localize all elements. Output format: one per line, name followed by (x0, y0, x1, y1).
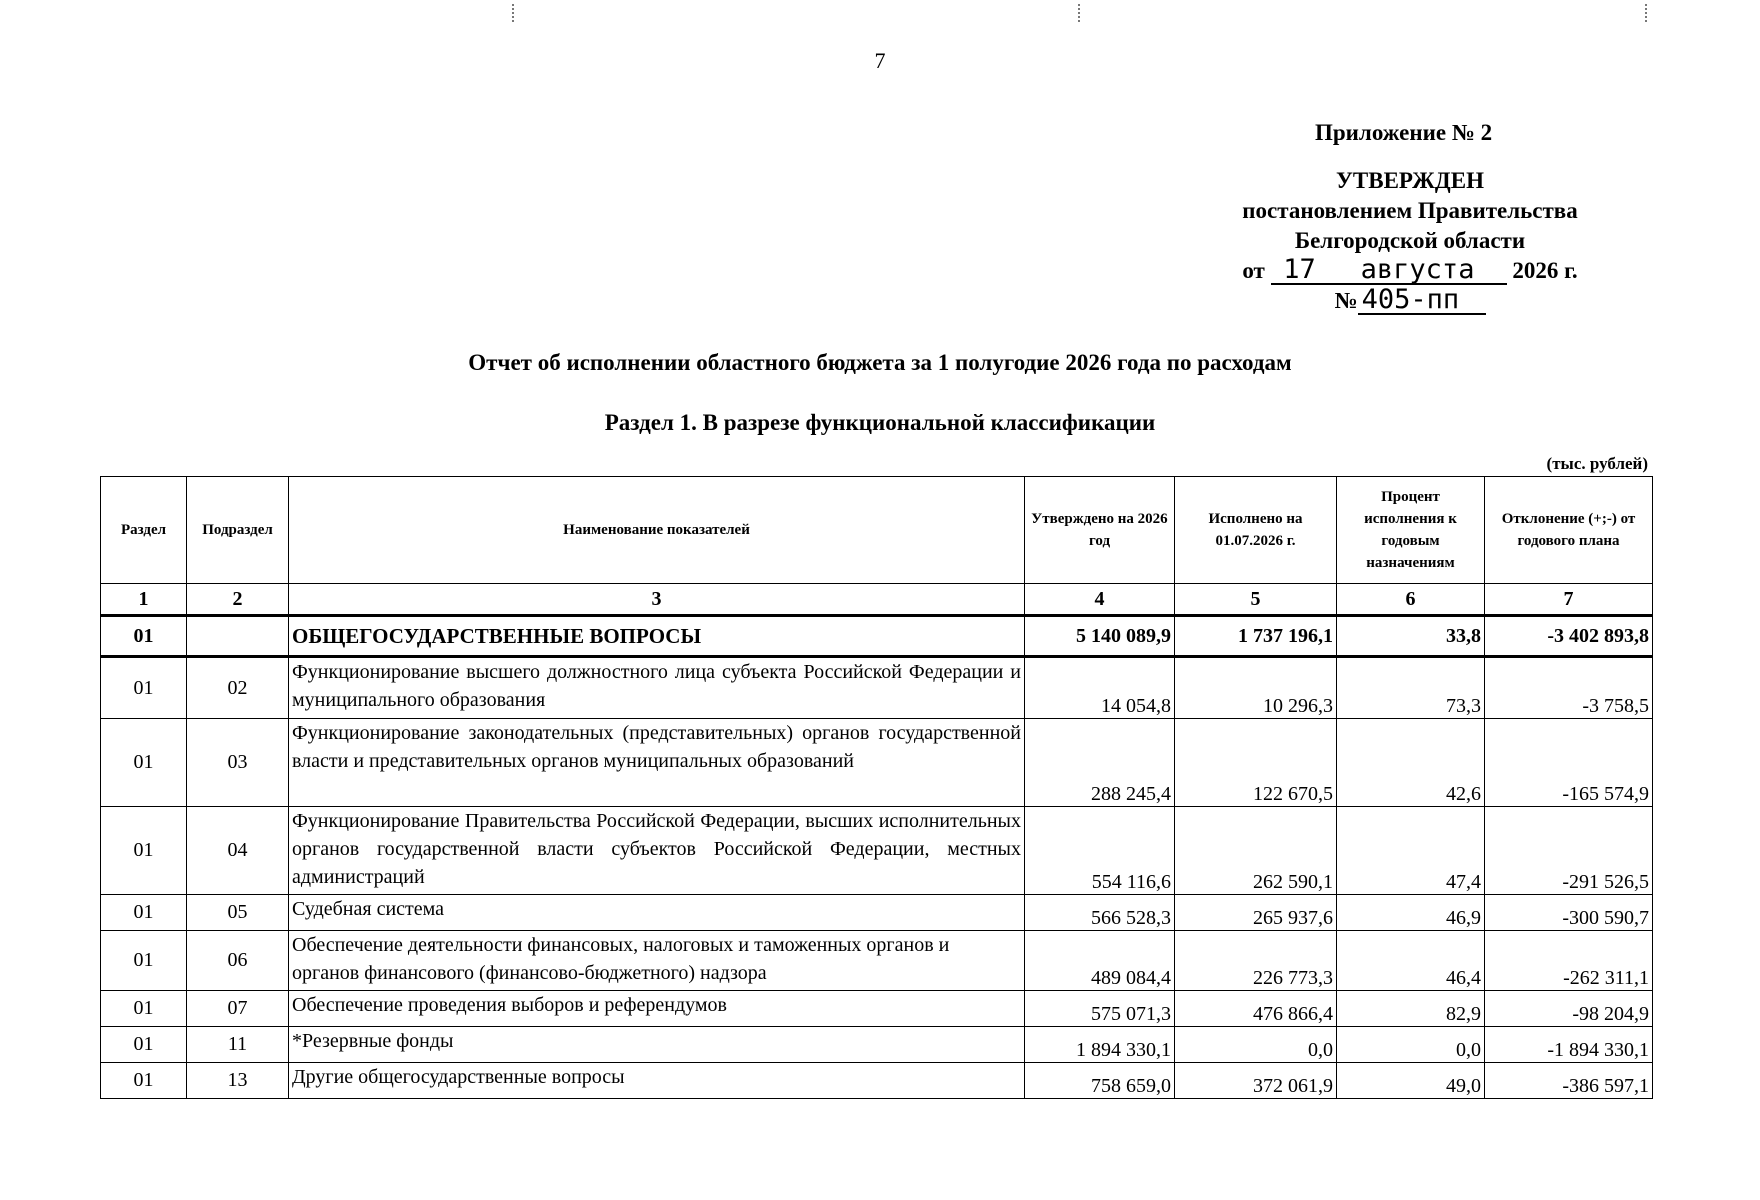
cell-percent: 47,4 (1337, 807, 1485, 895)
date-prefix: от (1242, 258, 1265, 283)
header-podrazdel: Подраздел (187, 477, 289, 584)
cell-podrazdel: 13 (187, 1063, 289, 1099)
cell-razdel: 01 (101, 616, 187, 657)
cell-approved: 489 084,4 (1025, 931, 1175, 991)
cell-percent: 73,3 (1337, 657, 1485, 719)
cell-podrazdel: 11 (187, 1027, 289, 1063)
column-number: 5 (1175, 584, 1337, 616)
table-row (101, 719, 1653, 807)
cell-executed: 476 866,4 (1175, 991, 1337, 1027)
header-approved: Утверждено на 2026 год (1025, 477, 1175, 584)
cell-percent: 82,9 (1337, 991, 1485, 1027)
table-row (101, 1027, 1653, 1063)
number-prefix: № (1334, 288, 1358, 313)
scan-mark (512, 4, 516, 22)
cell-name: Другие общегосударственные вопросы (289, 1063, 1025, 1099)
cell-deviation: -98 204,9 (1485, 991, 1653, 1027)
approval-stamp (1180, 118, 1640, 316)
cell-executed: 1 737 196,1 (1175, 616, 1337, 657)
cell-razdel: 01 (101, 719, 187, 807)
cell-approved: 566 528,3 (1025, 895, 1175, 931)
column-number: 6 (1337, 584, 1485, 616)
cell-executed: 226 773,3 (1175, 931, 1337, 991)
header-percent: Процент исполнения к годовым назначениям (1337, 477, 1485, 584)
section-title: Раздел 1. В разрезе функциональной классификации (604, 410, 1156, 435)
cell-podrazdel: 03 (187, 719, 289, 807)
table-row (101, 931, 1653, 991)
cell-podrazdel: 02 (187, 657, 289, 719)
cell-razdel: 01 (101, 807, 187, 895)
cell-percent: 46,9 (1337, 895, 1485, 931)
cell-approved: 1 894 330,1 (1025, 1027, 1175, 1063)
cell-deviation: -386 597,1 (1485, 1063, 1653, 1099)
cell-razdel: 01 (101, 657, 187, 719)
table-row (101, 657, 1653, 719)
approval-line-2: Белгородской области (1294, 228, 1526, 253)
cell-deviation: -3 758,5 (1485, 657, 1653, 719)
cell-percent: 49,0 (1337, 1063, 1485, 1099)
cell-deviation: -1 894 330,1 (1485, 1027, 1653, 1063)
column-number: 2 (187, 584, 289, 616)
cell-percent: 0,0 (1337, 1027, 1485, 1063)
cell-executed: 262 590,1 (1175, 807, 1337, 895)
cell-razdel: 01 (101, 991, 187, 1027)
cell-name: Обеспечение проведения выборов и референдумов (289, 991, 1025, 1027)
cell-podrazdel: 06 (187, 931, 289, 991)
column-number: 3 (289, 584, 1025, 616)
cell-deviation: -165 574,9 (1485, 719, 1653, 807)
table-row (101, 895, 1653, 931)
cell-percent: 33,8 (1337, 616, 1485, 657)
cell-percent: 42,6 (1337, 719, 1485, 807)
cell-approved: 554 116,6 (1025, 807, 1175, 895)
document-number: 405-пп (1358, 287, 1486, 315)
cell-podrazdel: 07 (187, 991, 289, 1027)
table-row (101, 991, 1653, 1027)
scan-mark (1078, 4, 1082, 22)
budget-table (100, 476, 1653, 1099)
column-number: 4 (1025, 584, 1175, 616)
header-razdel: Раздел (101, 477, 187, 584)
cell-name: ОБЩЕГОСУДАРСТВЕННЫЕ ВОПРОСЫ (289, 616, 1025, 657)
approval-line-1: постановлением Правительства (1242, 198, 1578, 223)
approval-date (1180, 256, 1640, 286)
cell-name: Судебная система (289, 895, 1025, 931)
date-year: 2026 г. (1512, 258, 1578, 283)
column-number-row (101, 584, 1653, 616)
approved-label: УТВЕРЖДЕН (1336, 168, 1484, 193)
date-month: августа (1329, 257, 1507, 285)
cell-name: Функционирование Правительства Российской Федерации, высших исполнительных органов государственной власти субъектов Российской Федерации, местных администраций (289, 807, 1025, 895)
cell-executed: 10 296,3 (1175, 657, 1337, 719)
cell-approved: 5 140 089,9 (1025, 616, 1175, 657)
date-day: 17 (1271, 257, 1329, 285)
cell-name: Функционирование высшего должностного лица субъекта Российской Федерации и муниципального образования (289, 657, 1025, 719)
cell-name: Обеспечение деятельности финансовых, налоговых и таможенных органов и органов финансового (финансово-бюджетного) надзора (289, 931, 1025, 991)
cell-approved: 288 245,4 (1025, 719, 1175, 807)
cell-deviation: -291 526,5 (1485, 807, 1653, 895)
cell-podrazdel (187, 616, 289, 657)
column-number: 1 (101, 584, 187, 616)
cell-razdel: 01 (101, 895, 187, 931)
header-name: Наименование показателей (289, 477, 1025, 584)
table-row-total (101, 616, 1653, 657)
cell-executed: 0,0 (1175, 1027, 1337, 1063)
units-label: (тыс. рублей) (1546, 454, 1648, 473)
table-row (101, 1063, 1653, 1099)
cell-executed: 265 937,6 (1175, 895, 1337, 931)
cell-razdel: 01 (101, 1027, 187, 1063)
cell-approved: 575 071,3 (1025, 991, 1175, 1027)
column-number: 7 (1485, 584, 1653, 616)
page-number: 7 (874, 48, 886, 73)
cell-razdel: 01 (101, 931, 187, 991)
cell-deviation: -3 402 893,8 (1485, 616, 1653, 657)
appendix-label: Приложение № 2 (1315, 120, 1493, 145)
cell-podrazdel: 04 (187, 807, 289, 895)
cell-name: *Резервные фонды (289, 1027, 1025, 1063)
table-row (101, 807, 1653, 895)
cell-executed: 372 061,9 (1175, 1063, 1337, 1099)
table-header-row (101, 477, 1653, 584)
cell-name: Функционирование законодательных (представительных) органов государственной власти и представительных органов муниципальных образований (289, 719, 1025, 807)
cell-approved: 14 054,8 (1025, 657, 1175, 719)
header-deviation: Отклонение (+;-) от годового плана (1485, 477, 1653, 584)
document-title: Отчет об исполнении областного бюджета за 1 полугодие 2026 года по расходам (468, 350, 1292, 375)
cell-podrazdel: 05 (187, 895, 289, 931)
header-executed: Исполнено на 01.07.2026 г. (1175, 477, 1337, 584)
cell-razdel: 01 (101, 1063, 187, 1099)
cell-executed: 122 670,5 (1175, 719, 1337, 807)
approval-number (1180, 286, 1640, 316)
cell-percent: 46,4 (1337, 931, 1485, 991)
cell-deviation: -262 311,1 (1485, 931, 1653, 991)
scan-mark (1645, 4, 1649, 22)
cell-approved: 758 659,0 (1025, 1063, 1175, 1099)
cell-deviation: -300 590,7 (1485, 895, 1653, 931)
